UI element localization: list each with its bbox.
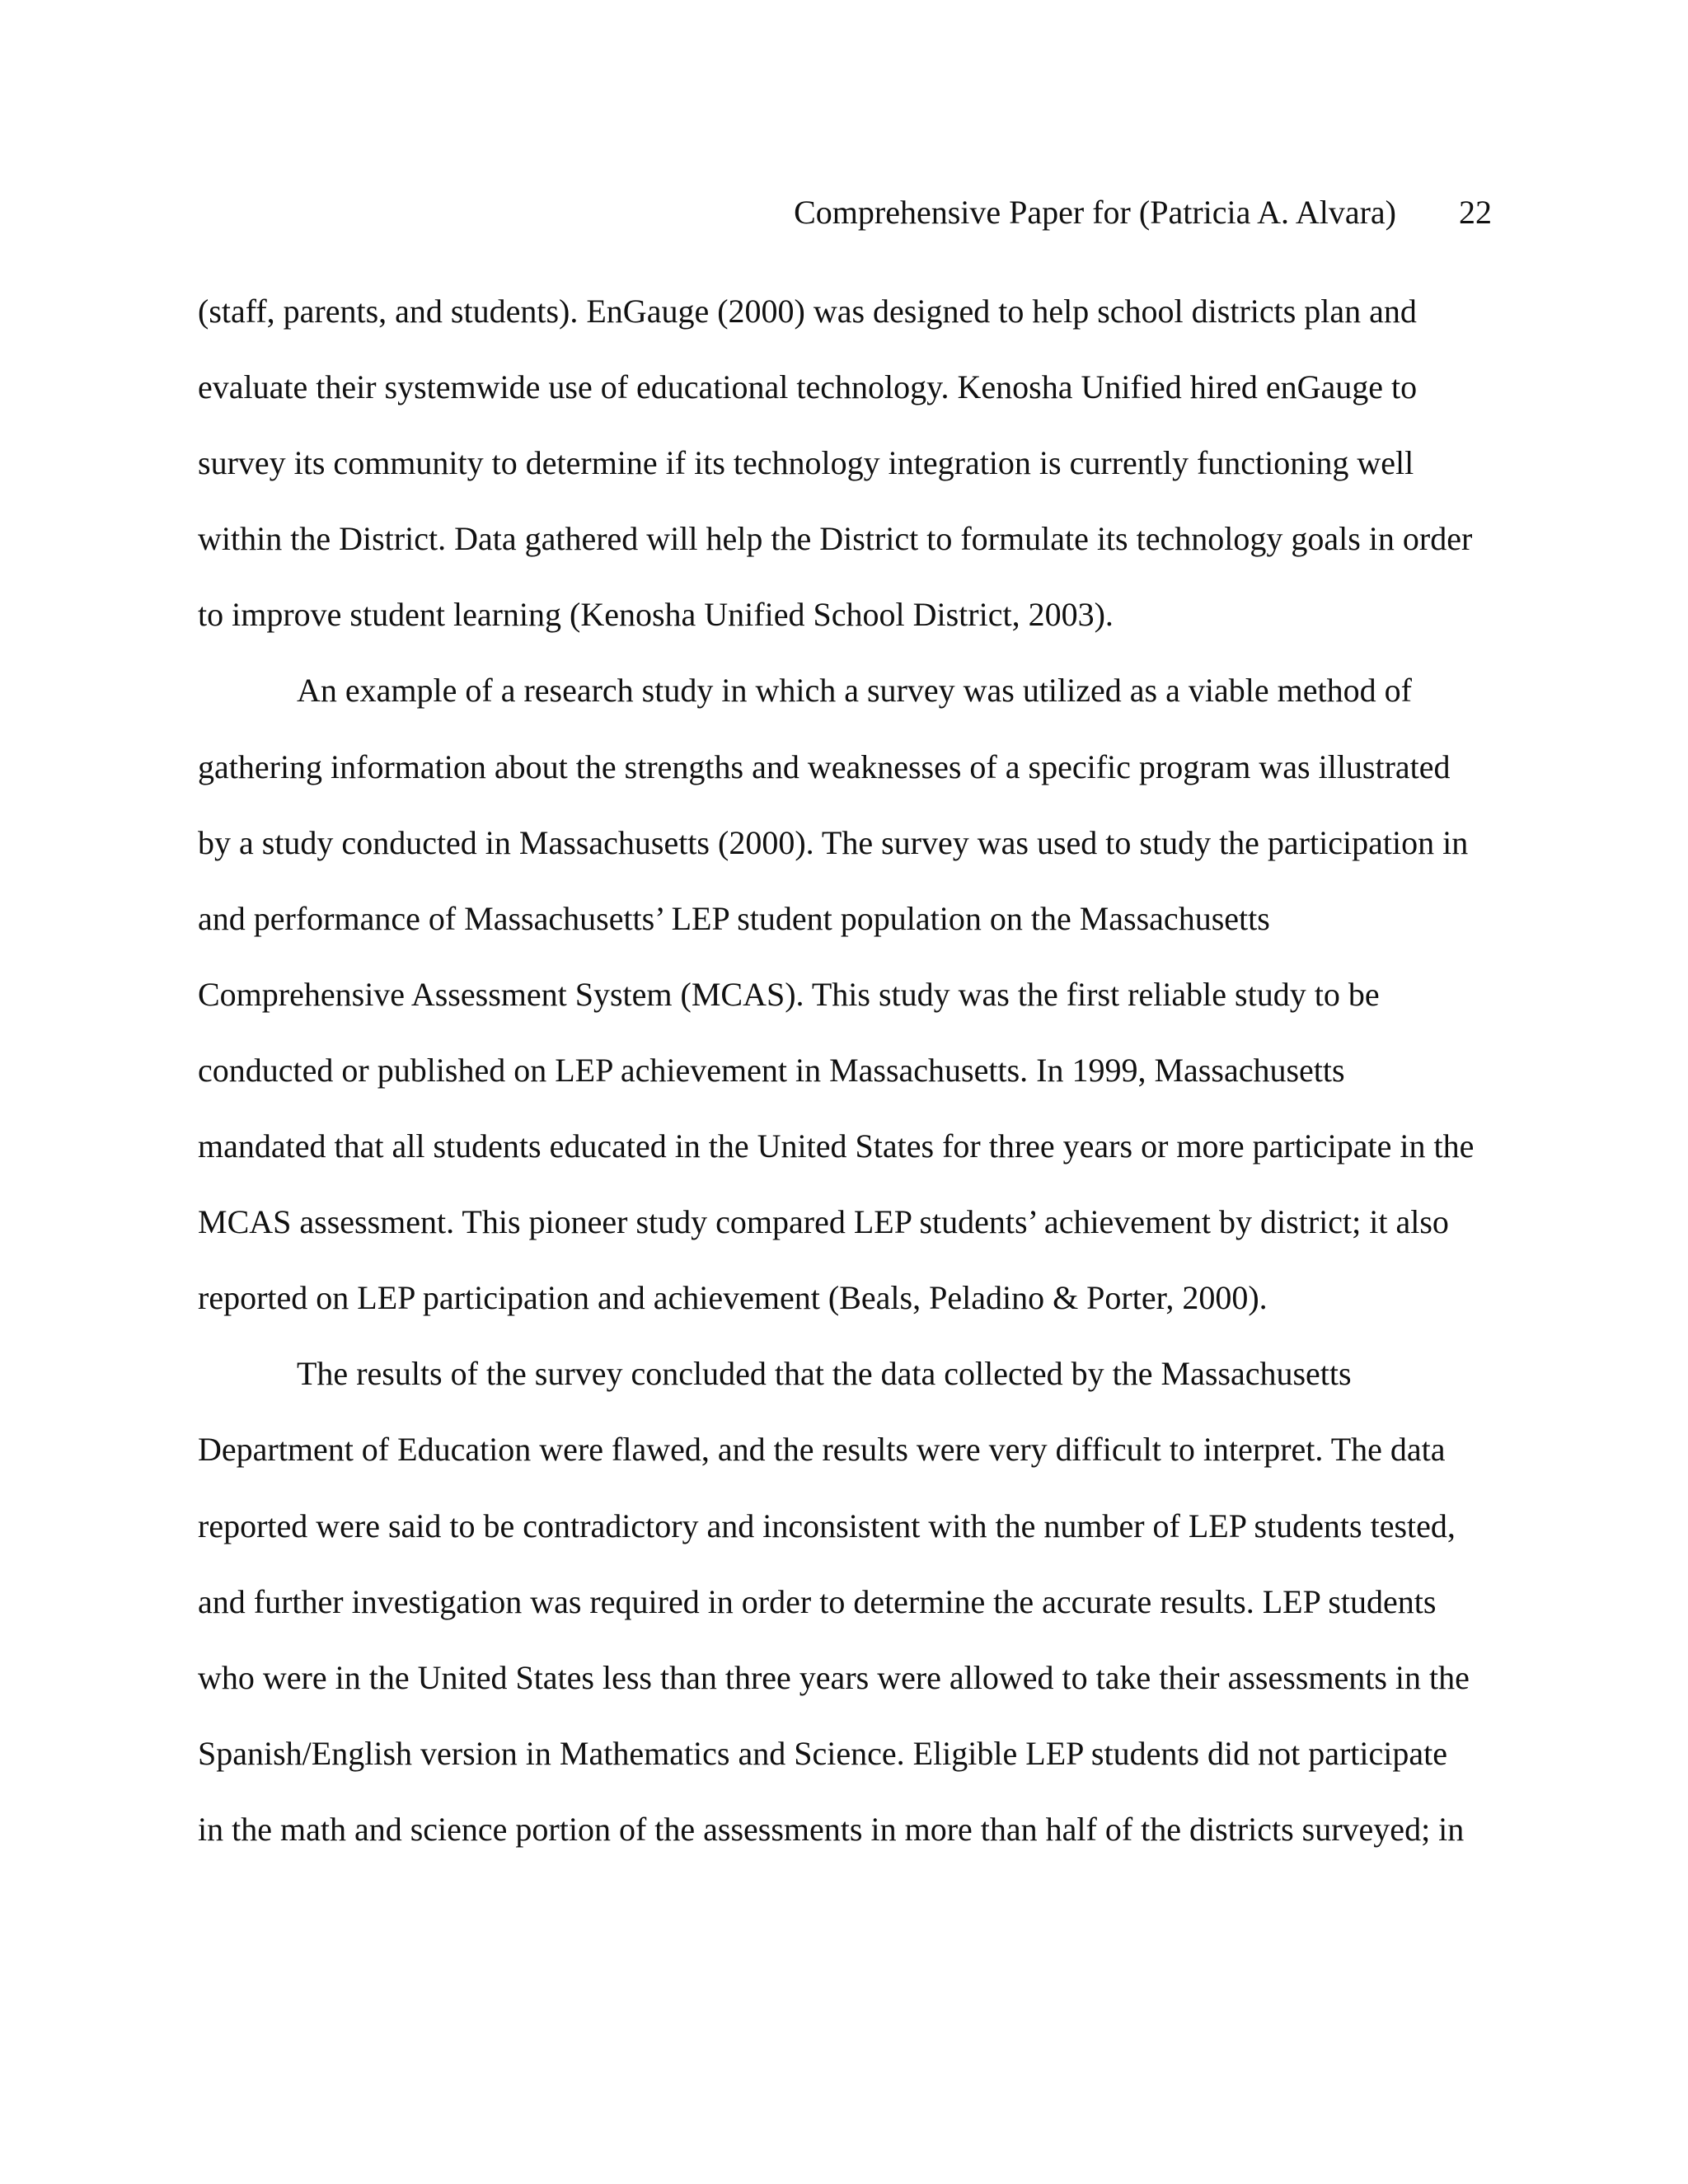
text-line: conducted or published on LEP achievement in Massachusetts. In 1999, Massachusetts <box>198 1051 1345 1089</box>
text-line: reported on LEP participation and achievement (Beals, Peladino & Porter, 2000). <box>198 1279 1268 1317</box>
text-line: and further investigation was required in order to determine the accurate results. LEP students <box>198 1582 1437 1620</box>
paragraph-first-line: An example of a research study in which a survey was utilized as a viable method of <box>297 672 1412 710</box>
text-line: evaluate their systemwide use of educational technology. Kenosha Unified hired enGauge to <box>198 368 1418 406</box>
text-line: survey its community to determine if its technology integration is currently functioning well <box>198 444 1414 482</box>
text-line: by a study conducted in Massachusetts (2000). The survey was used to study the participation in <box>198 823 1469 861</box>
page-number: 22 <box>1459 194 1492 231</box>
text-line: to improve student learning (Kenosha Unified School District, 2003). <box>198 596 1114 634</box>
text-line: Comprehensive Assessment System (MCAS). This study was the first reliable study to be <box>198 975 1380 1013</box>
text-line: mandated that all students educated in the United States for three years or more participate in the <box>198 1127 1475 1165</box>
text-line: who were in the United States less than three years were allowed to take their assessments in the <box>198 1658 1470 1696</box>
text-line: Department of Education were flawed, and the results were very difficult to interpret. The data <box>198 1431 1446 1469</box>
text-line: gathering information about the strengths and weaknesses of a specific program was illustrated <box>198 748 1451 785</box>
body-text <box>198 274 1497 1868</box>
text-line: within the District. Data gathered will help the District to formulate its technology goals in order <box>198 520 1473 558</box>
text-line: and performance of Massachusetts’ LEP student population on the Massachusetts <box>198 899 1270 937</box>
paragraph-first-line: The results of the survey concluded that the data collected by the Massachusetts <box>297 1355 1352 1393</box>
text-line: (staff, parents, and students). EnGauge (2000) was designed to help school districts plan and <box>198 293 1417 330</box>
running-head <box>794 196 1492 229</box>
text-line: Spanish/English version in Mathematics and Science. Eligible LEP students did not participate <box>198 1734 1448 1772</box>
text-line: in the math and science portion of the assessments in more than half of the districts surveyed; in <box>198 1810 1465 1848</box>
text-line: reported were said to be contradictory and inconsistent with the number of LEP students tested, <box>198 1507 1456 1544</box>
text-line: MCAS assessment. This pioneer study compared LEP students’ achievement by district; it also <box>198 1203 1449 1241</box>
running-head-title: Comprehensive Paper for (Patricia A. Alvara) <box>794 194 1396 231</box>
